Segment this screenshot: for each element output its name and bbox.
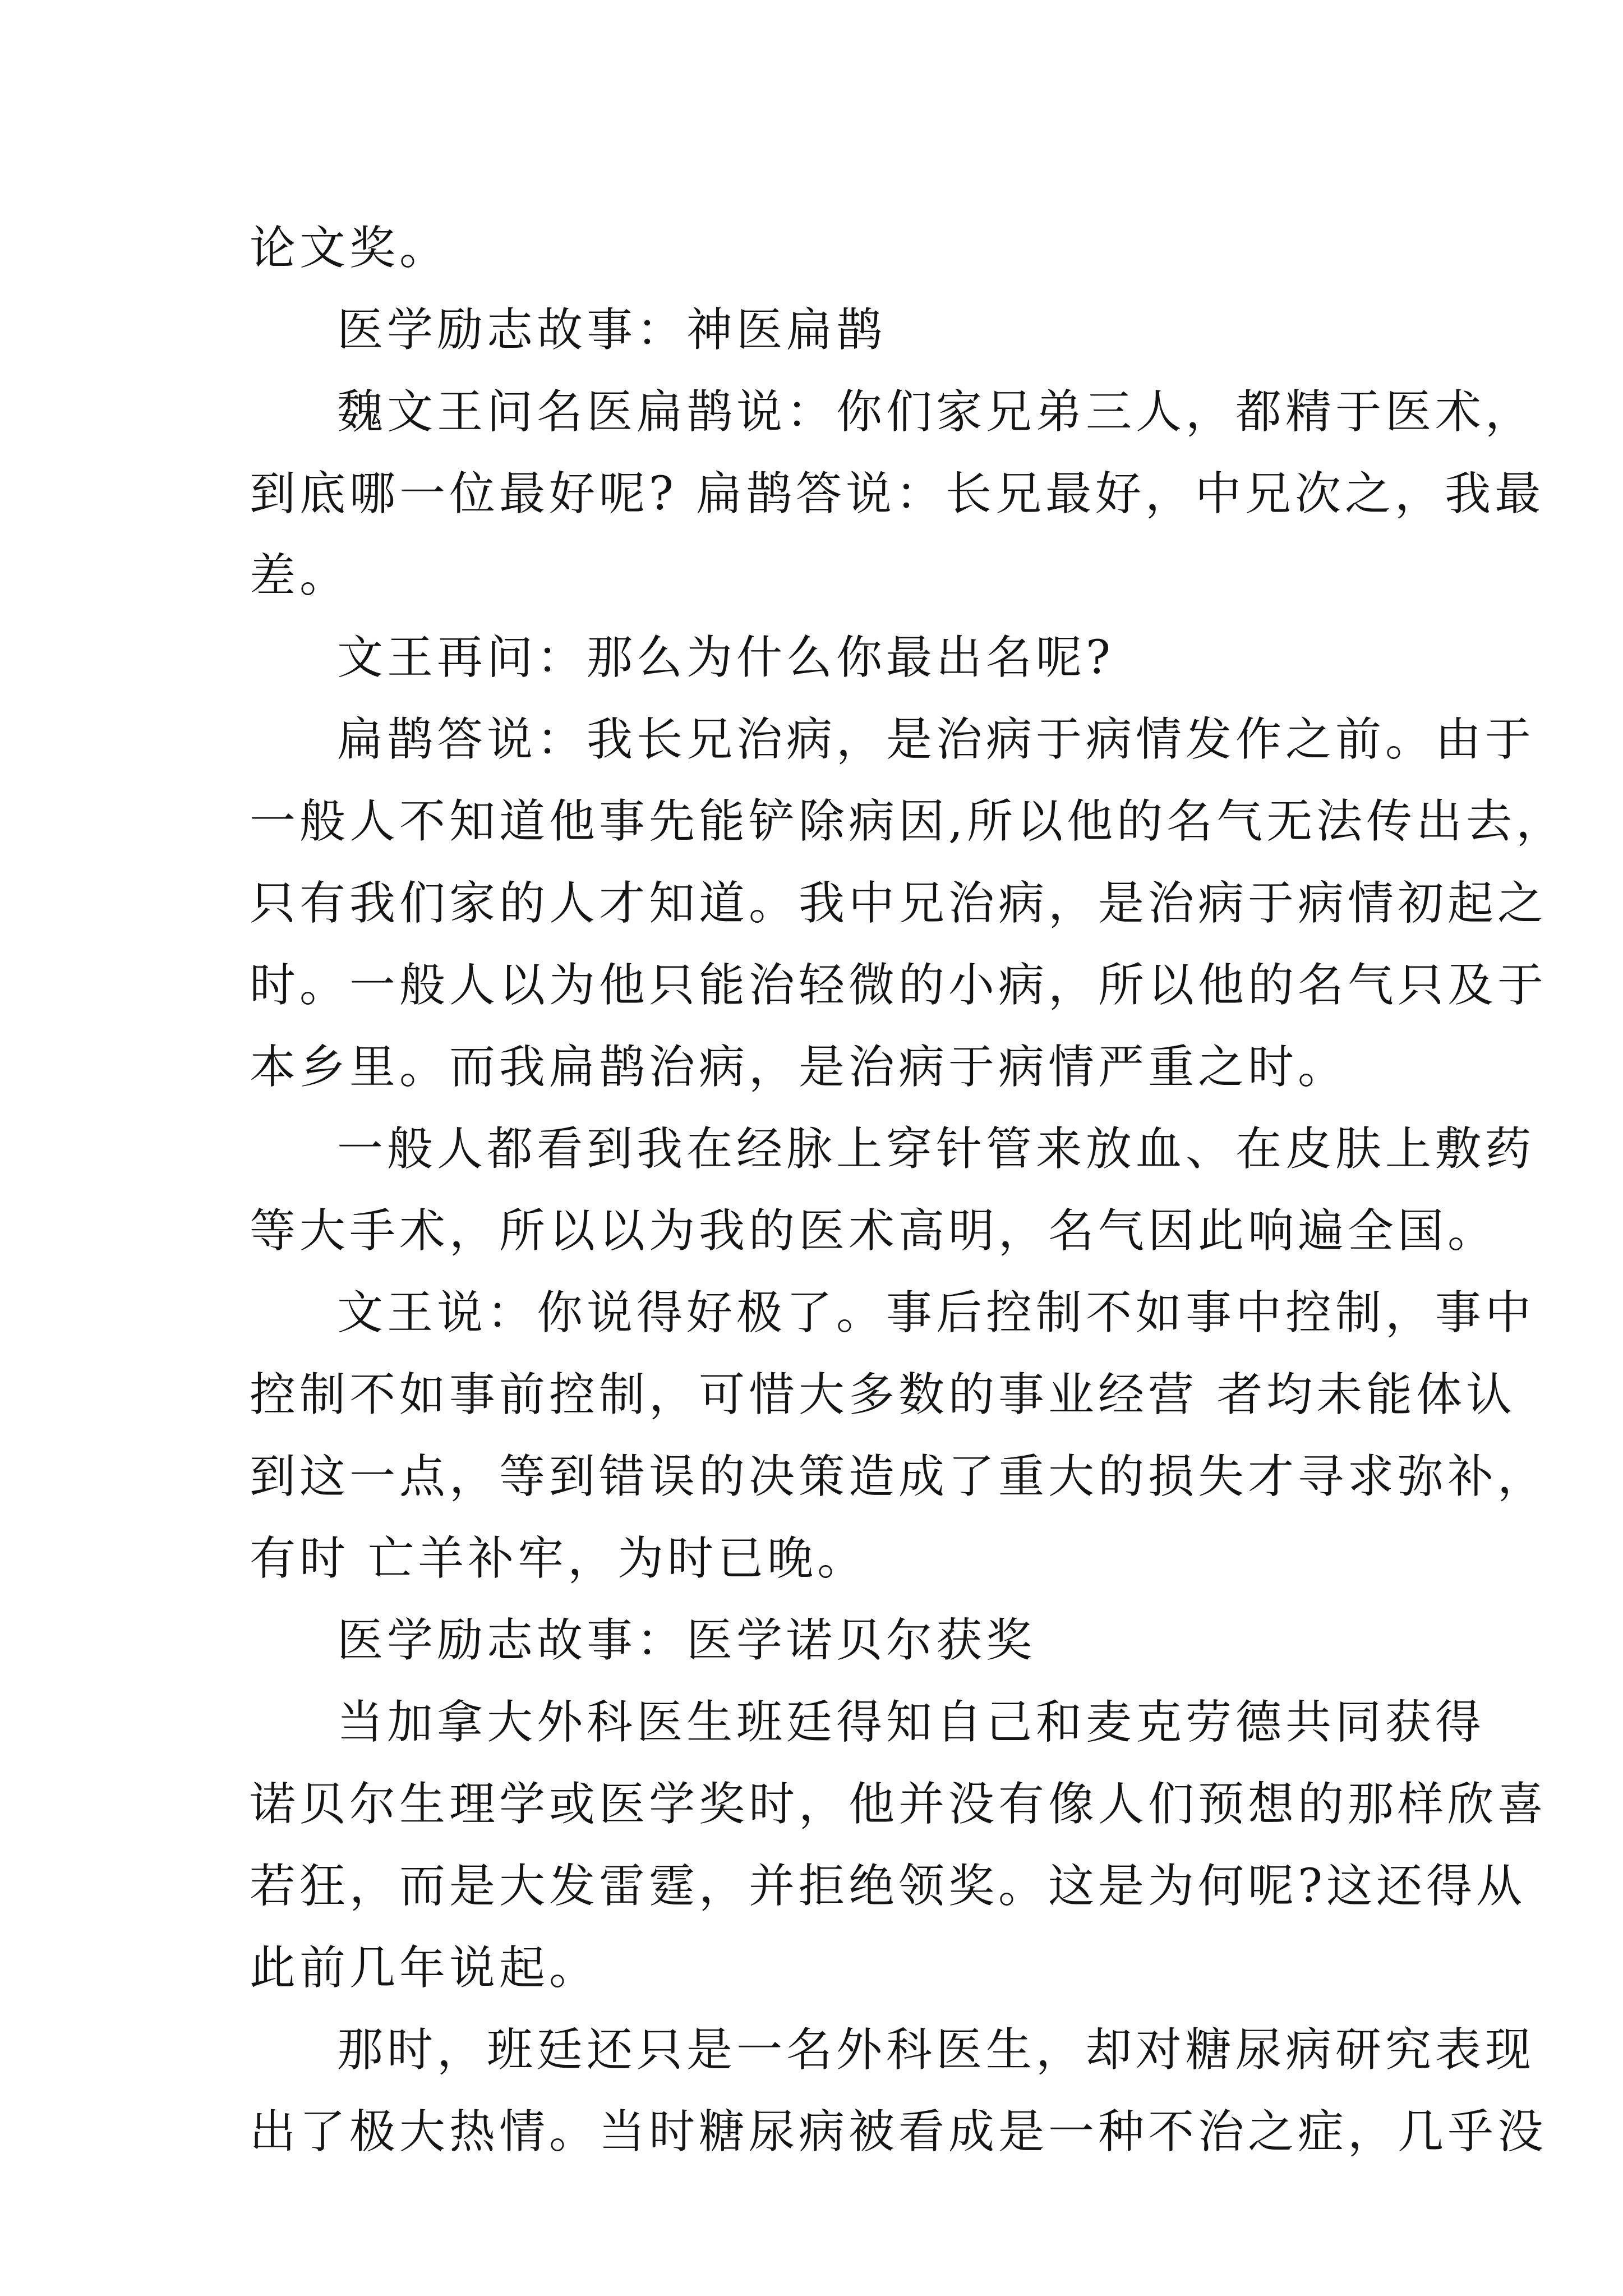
text-line: 到这一点，等到错误的决策造成了重大的损失才寻求弥补， xyxy=(250,1450,1548,1503)
section-heading: 医学励志故事：神医扁鹊 xyxy=(337,303,887,357)
document-page xyxy=(250,208,1566,2173)
text-line: 魏文王问名医扁鹊说：你们家兄弟三人，都精于医术， xyxy=(337,385,1536,439)
text-line: 时。一般人以为他只能治轻微的小病，所以他的名气只及于 xyxy=(250,959,1548,1012)
text-line: 文王说：你说得好极了。事后控制不如事中控制，事中 xyxy=(337,1286,1536,1340)
text-line: 差。 xyxy=(250,549,350,602)
text-line: 诺贝尔生理学或医学奖时，他并没有像人们预想的那样欣喜 xyxy=(250,1778,1548,1831)
text-line: 文王再问：那么为什么你最出名呢? xyxy=(337,631,1114,684)
text-line: 到底哪一位最好呢? 扁鹊答说：长兄最好，中兄次之，我最 xyxy=(250,467,1545,521)
text-line: 论文奖。 xyxy=(250,222,450,275)
text-line: 出了极大热情。当时糖尿病被看成是一种不治之症，几乎没 xyxy=(250,2105,1548,2159)
text-line: 本乡里。而我扁鹊治病，是治病于病情严重之时。 xyxy=(250,1041,1348,1094)
text-line: 当加拿大外科医生班廷得知自己和麦克劳德共同获得 xyxy=(337,1696,1486,1749)
text-line: 等大手术，所以以为我的医术高明，名气因此响遍全国。 xyxy=(250,1204,1498,1258)
text-line: 有时 亡羊补牢，为时已晚。 xyxy=(250,1532,868,1585)
text-line: 一般人都看到我在经脉上穿针管来放血、在皮肤上敷药 xyxy=(337,1122,1536,1176)
text-line: 若狂，而是大发雷霆，并拒绝领奖。这是为何呢?这还得从 xyxy=(250,1860,1526,1913)
text-line: 此前几年说起。 xyxy=(250,1941,600,1995)
text-line: 一般人不知道他事先能铲除病因,所以他的名气无法传出去， xyxy=(250,795,1566,848)
text-line: 控制不如事前控制，可惜大多数的事业经营 者均未能体认 xyxy=(250,1368,1516,1421)
text-line: 扁鹊答说：我长兄治病，是治病于病情发作之前。由于 xyxy=(337,713,1536,766)
text-line: 那时，班廷还只是一名外科医生，却对糖尿病研究表现 xyxy=(337,2023,1536,2077)
text-line: 只有我们家的人才知道。我中兄治病，是治病于病情初起之 xyxy=(250,877,1548,930)
section-heading: 医学励志故事：医学诺贝尔获奖 xyxy=(337,1614,1036,1667)
